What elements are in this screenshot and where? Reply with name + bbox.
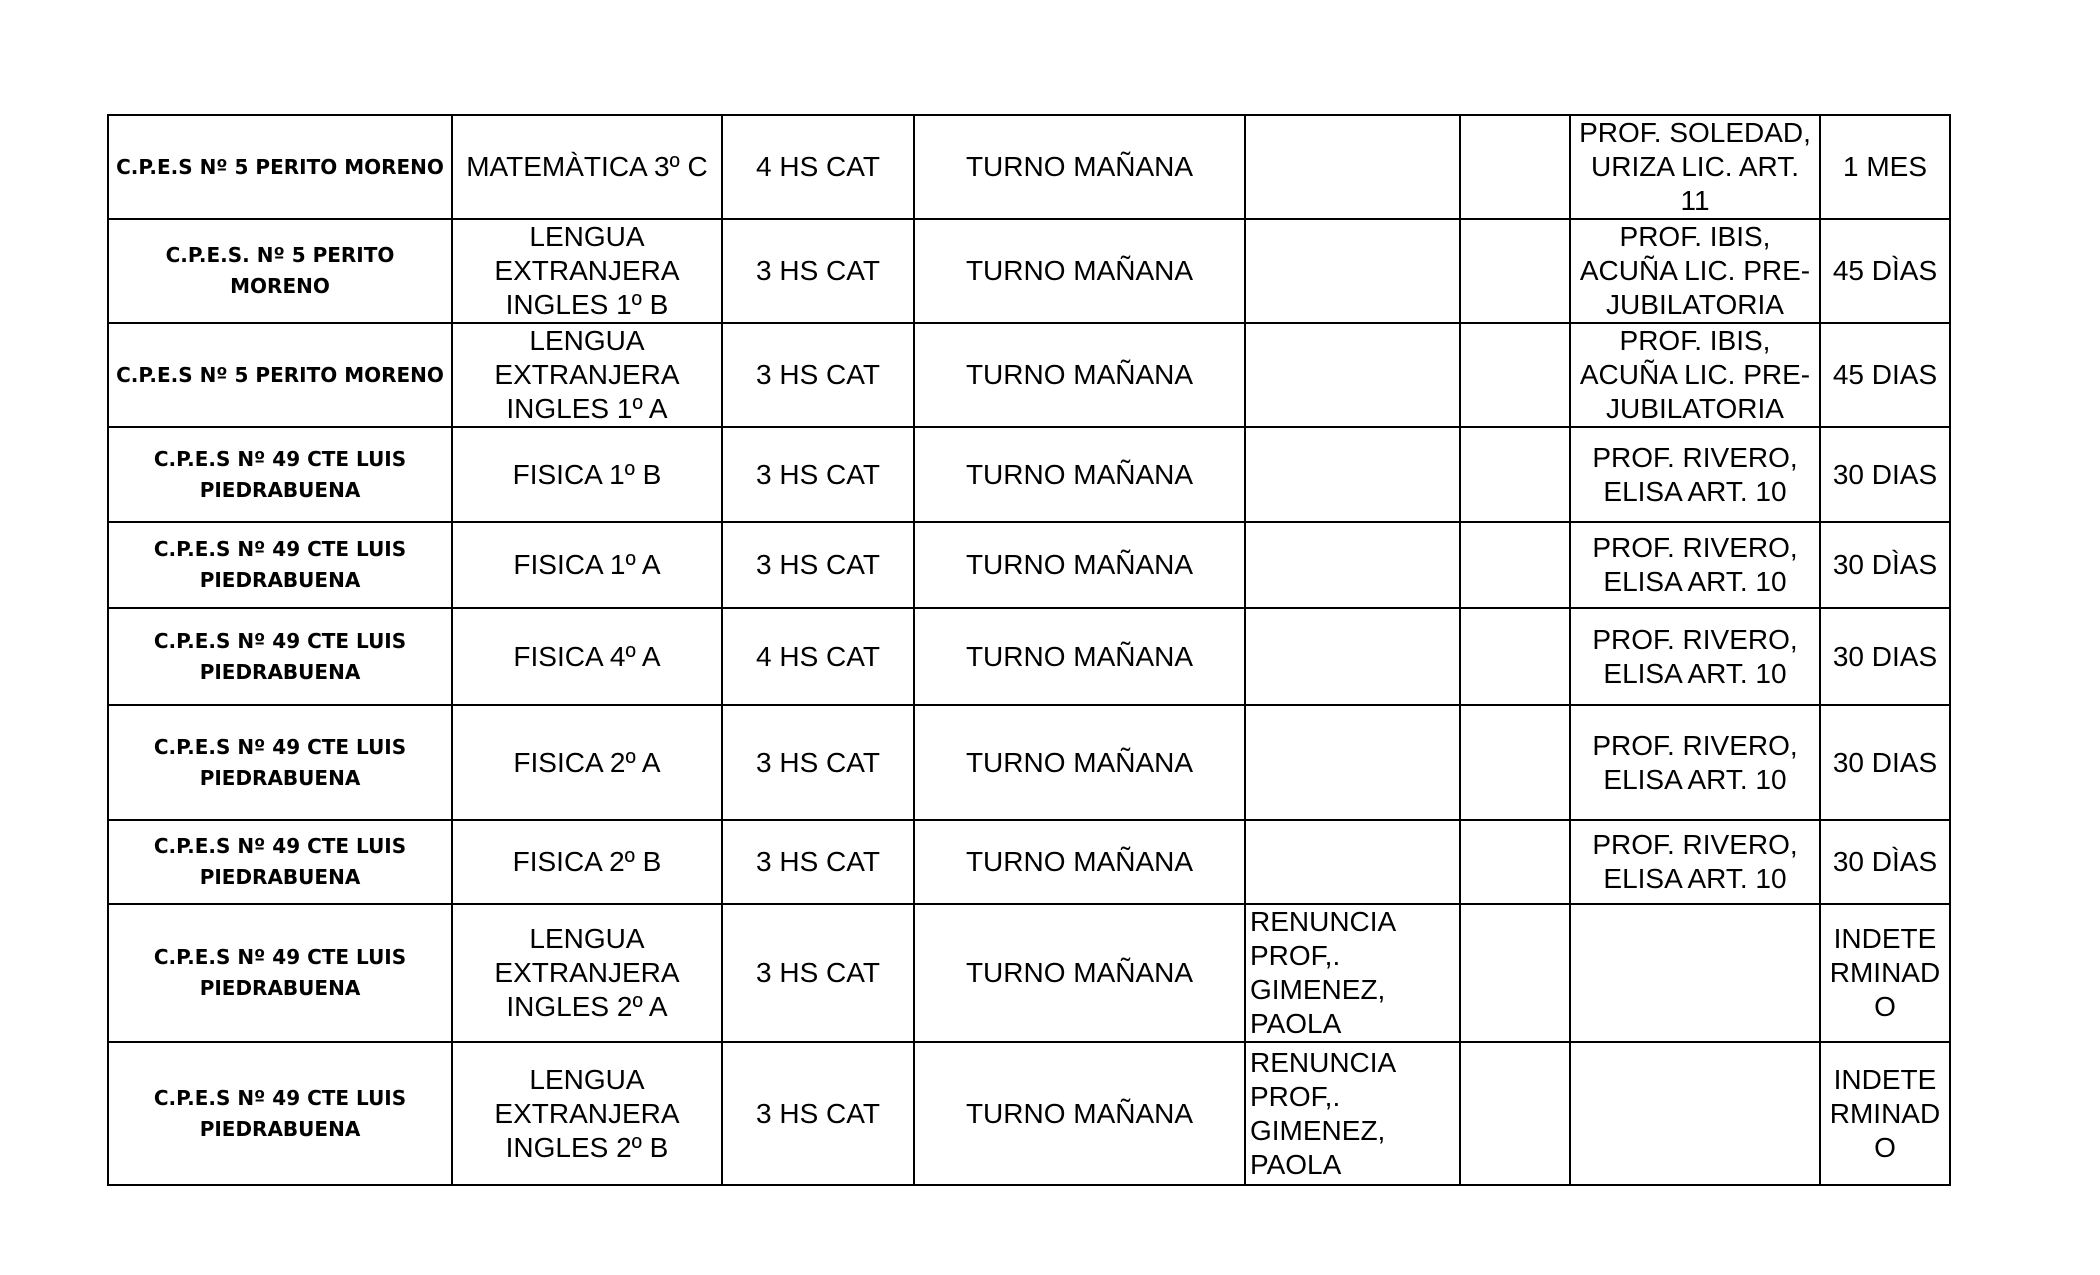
empty-cell [1460,904,1570,1042]
shift-cell: TURNO MAÑANA [914,705,1245,820]
cell-line: 45 DIAS [1832,359,1938,390]
cell-line: ACUÑA LIC. PRE- [1579,359,1811,390]
cell-line: C.P.E.S Nº 49 CTE LUIS [153,1085,407,1110]
empty-cell [1460,705,1570,820]
empty-cell [1460,1042,1570,1185]
school-cell [108,904,452,1042]
empty-cell [1460,608,1570,705]
cell-line: EXTRANJERA [494,957,680,988]
cell-line: LENGUA [529,923,645,954]
note-cell [1245,608,1460,705]
cell-line: PROF. RIVERO, [1592,623,1798,655]
school-cell [108,427,452,522]
cell-line: FISICA 2º B [512,846,662,877]
empty-cell [1460,522,1570,608]
teacher-cell [1570,705,1820,820]
school-cell [108,323,452,427]
cell-line: PIEDRABUENA [199,865,361,889]
hours-cell: 3 HS CAT [722,705,914,820]
cell-line: ELISA ART. 10 [1603,763,1787,795]
duration-cell [1820,820,1950,904]
subject-cell [452,522,722,608]
subject-cell [452,115,722,219]
cell-line: PROF. RIVERO, [1592,729,1798,761]
school-cell [108,705,452,820]
cell-line: JUBILATORIA [1606,289,1784,320]
cell-line: C.P.E.S Nº 5 PERITO MORENO [116,154,444,179]
duration-cell [1820,427,1950,522]
hours-cell: 3 HS CAT [722,522,914,608]
shift-cell: TURNO MAÑANA [914,820,1245,904]
cell-line: PROF. RIVERO, [1592,532,1798,563]
teacher-cell [1570,904,1820,1042]
cell-line: PIEDRABUENA [199,568,361,592]
note-cell [1245,219,1460,323]
cell-line: RMINAD [1829,1097,1941,1129]
subject-cell [452,427,722,522]
subject-cell [452,820,722,904]
cell-line: INGLES 2º A [506,991,668,1022]
shift-cell: TURNO MAÑANA [914,427,1245,522]
duration-cell [1820,904,1950,1042]
teacher-cell [1570,608,1820,705]
hours-cell: 4 HS CAT [722,608,914,705]
cell-line: PIEDRABUENA [199,1116,361,1141]
cell-line: 45 DÌAS [1832,255,1938,286]
cell-line: PAOLA [1250,1148,1342,1180]
subject-cell [452,608,722,705]
cell-line: 11 [1680,185,1710,216]
cell-line: GIMENEZ, [1250,974,1386,1005]
cell-line: PROF. RIVERO, [1592,829,1798,860]
shift-cell: TURNO MAÑANA [914,1042,1245,1185]
cell-line: C.P.E.S Nº 5 PERITO MORENO [116,362,444,387]
cell-line: MATEMÀTICA 3º C [466,151,708,182]
duration-cell [1820,522,1950,608]
table-row [108,904,1950,1042]
cell-line: ELISA ART. 10 [1603,657,1787,689]
hours-cell: 3 HS CAT [722,427,914,522]
table-row [108,115,1950,219]
cell-line: C.P.E.S Nº 49 CTE LUIS [153,734,407,759]
cell-line: FISICA 4º A [513,640,661,672]
duration-cell [1820,115,1950,219]
cell-line: PIEDRABUENA [199,477,361,502]
note-cell [1245,820,1460,904]
cell-line: 30 DÌAS [1832,549,1938,580]
school-cell [108,522,452,608]
cell-line: C.P.E.S Nº 49 CTE LUIS [153,628,407,653]
empty-cell [1460,115,1570,219]
cell-line: INGLES 2º B [505,1131,669,1163]
school-cell [108,1042,452,1185]
shift-cell: TURNO MAÑANA [914,219,1245,323]
empty-cell [1460,219,1570,323]
empty-cell [1460,323,1570,427]
cell-line: C.P.E.S Nº 49 CTE LUIS [153,537,407,561]
cell-line: ELISA ART. 10 [1603,566,1787,597]
cell-line: FISICA 2º A [513,746,661,778]
table-row [108,820,1950,904]
note-cell [1245,904,1460,1042]
hours-cell: 3 HS CAT [722,904,914,1042]
cell-line: O [1874,1131,1896,1163]
cell-line: 30 DIAS [1832,458,1938,490]
cell-line: PROF,. [1250,1080,1341,1112]
duration-cell [1820,1042,1950,1185]
cell-line: PROF. IBIS, [1619,325,1771,356]
cell-line: ACUÑA LIC. PRE- [1579,255,1811,286]
note-cell [1245,522,1460,608]
school-cell [108,219,452,323]
teacher-cell [1570,115,1820,219]
teacher-cell [1570,427,1820,522]
cell-line: INDETE [1833,1063,1937,1095]
subject-cell [452,705,722,820]
cell-line: EXTRANJERA [494,255,680,286]
teacher-cell [1570,522,1820,608]
table-row [108,705,1950,820]
cell-line: GIMENEZ, [1250,1114,1386,1146]
duration-cell [1820,705,1950,820]
hours-cell: 3 HS CAT [722,219,914,323]
cell-line: ELISA ART. 10 [1603,475,1787,507]
cell-line: PIEDRABUENA [199,659,361,684]
duration-cell [1820,219,1950,323]
cell-line: RMINAD [1829,957,1941,988]
hours-cell: 3 HS CAT [722,323,914,427]
subject-cell [452,323,722,427]
hours-cell: 4 HS CAT [722,115,914,219]
cell-line: JUBILATORIA [1606,393,1784,424]
empty-cell [1460,820,1570,904]
cell-line: PROF. IBIS, [1619,221,1771,252]
cell-line: LENGUA [529,221,645,252]
teacher-cell [1570,323,1820,427]
cell-line: PAOLA [1250,1008,1342,1039]
duration-cell [1820,608,1950,705]
cell-line: 30 DIAS [1832,640,1938,672]
shift-cell: TURNO MAÑANA [914,522,1245,608]
table-row [108,522,1950,608]
cell-line: EXTRANJERA [494,359,680,390]
note-cell [1245,705,1460,820]
empty-cell [1460,427,1570,522]
hours-cell: 3 HS CAT [722,820,914,904]
cell-line: C.P.E.S Nº 49 CTE LUIS [153,945,407,969]
subject-cell [452,219,722,323]
cell-line: C.P.E.S Nº 49 CTE LUIS [153,446,407,471]
cell-line: O [1874,991,1896,1022]
note-cell [1245,323,1460,427]
table-row [108,219,1950,323]
hours-cell: 3 HS CAT [722,1042,914,1185]
cell-line: EXTRANJERA [494,1097,680,1129]
shift-cell: TURNO MAÑANA [914,904,1245,1042]
cell-line: INGLES 1º B [505,289,669,320]
subject-cell [452,904,722,1042]
duration-cell [1820,323,1950,427]
table-row [108,1042,1950,1185]
cell-line: FISICA 1º B [512,458,662,490]
cell-line: INDETE [1833,923,1937,954]
cell-line: C.P.E.S Nº 49 CTE LUIS [153,834,407,858]
cell-line: PIEDRABUENA [199,976,361,1000]
cell-line: RENUNCIA [1250,1046,1397,1078]
table-row [108,608,1950,705]
cell-line: INGLES 1º A [506,393,668,424]
cell-line: RENUNCIA [1250,906,1397,937]
shift-cell: TURNO MAÑANA [914,323,1245,427]
cell-line: 30 DÌAS [1832,846,1938,877]
vacancy-table [107,114,1951,1186]
cell-line: PROF,. [1250,940,1341,971]
note-cell [1245,427,1460,522]
school-cell [108,115,452,219]
shift-cell: TURNO MAÑANA [914,608,1245,705]
cell-line: 1 MES [1842,151,1928,182]
school-cell [108,820,452,904]
shift-cell: TURNO MAÑANA [914,115,1245,219]
table-body [108,115,1950,1185]
cell-line: LENGUA [529,1063,645,1095]
cell-line: LENGUA [529,325,645,356]
cell-line: C.P.E.S. Nº 5 PERITO MORENO [165,243,395,298]
cell-line: URIZA LIC. ART. [1591,151,1799,182]
teacher-cell [1570,1042,1820,1185]
cell-line: PROF. SOLEDAD, [1579,117,1811,148]
teacher-cell [1570,219,1820,323]
table-row [108,323,1950,427]
teacher-cell [1570,820,1820,904]
note-cell [1245,1042,1460,1185]
subject-cell [452,1042,722,1185]
cell-line: ELISA ART. 10 [1603,863,1787,894]
note-cell [1245,115,1460,219]
table-row [108,427,1950,522]
school-cell [108,608,452,705]
cell-line: PIEDRABUENA [199,765,361,790]
cell-line: 30 DIAS [1832,746,1938,778]
cell-line: FISICA 1º A [513,549,661,580]
cell-line: PROF. RIVERO, [1592,441,1798,473]
